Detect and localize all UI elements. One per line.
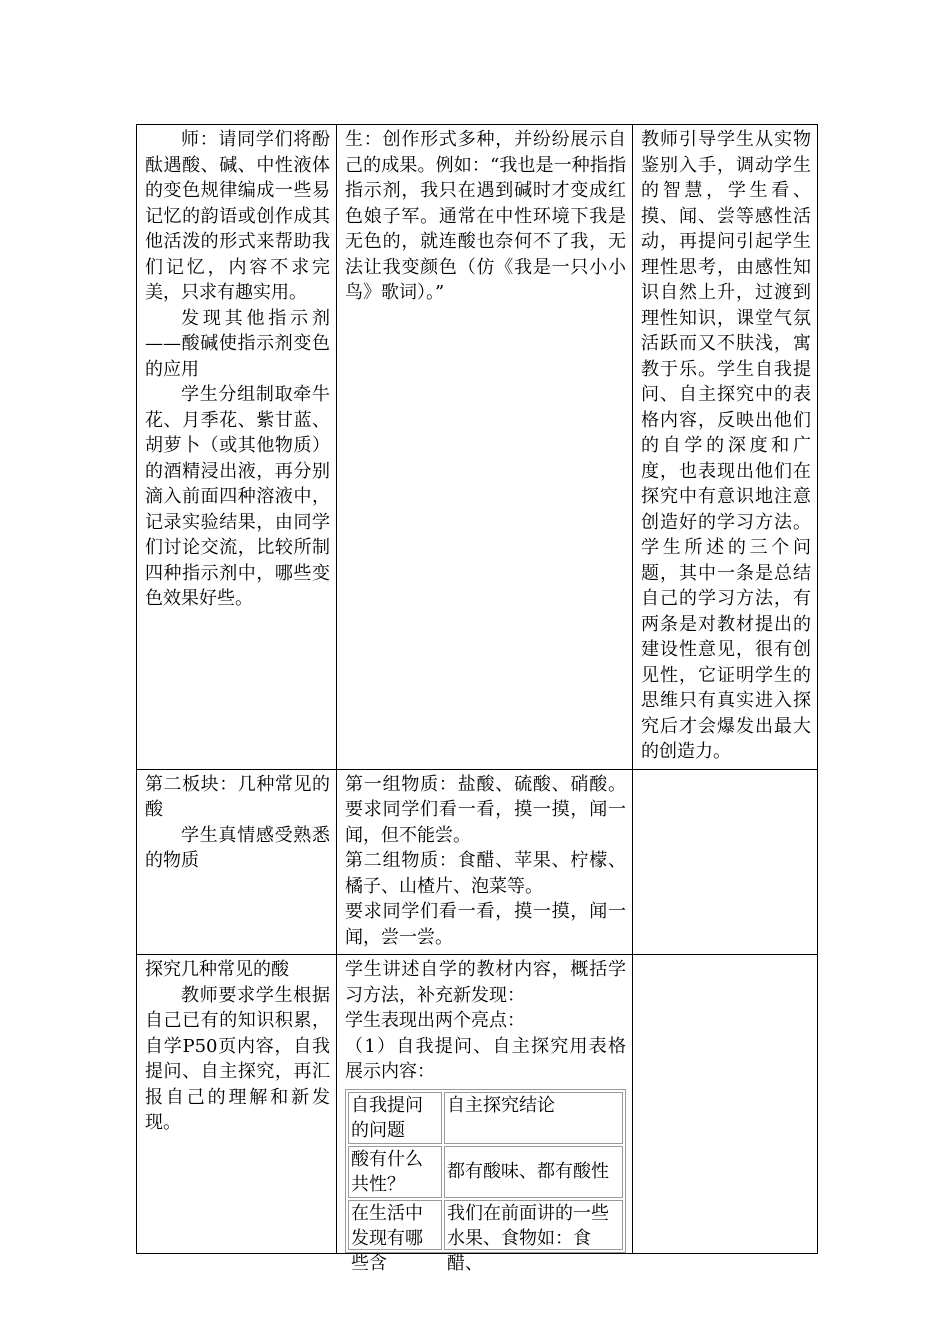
paragraph: 第二组物质：食醋、苹果、柠檬、橘子、山楂片、泡菜等。 xyxy=(345,850,626,897)
design-intent-cell xyxy=(633,955,818,1254)
section-heading: 第二板块：几种常见的酸 xyxy=(145,773,330,820)
table-header-row xyxy=(348,1092,623,1144)
table-cell xyxy=(444,1200,623,1274)
paragraph: 生：创作形式多种，并纷纷展示自己的成果。例如：“我也是一种指指指示剂，我只在遇到碱时才变成红色娘子军。通常在中性环境下我是无色的，就连酸也奈何不了我，无法让我变颜色（仿《我是一只小小鸟》歌词）。” xyxy=(345,129,626,303)
paragraph: 学生表现出两个亮点： xyxy=(345,1010,525,1031)
header-cell: 自主探究结论 xyxy=(444,1092,623,1144)
student-activity-cell xyxy=(337,125,633,770)
inquiry-table xyxy=(345,1089,626,1274)
student-activity-cell xyxy=(337,955,633,1274)
paragraph: 学生真情感受熟悉的物质 xyxy=(145,824,330,871)
design-intent-cell xyxy=(633,769,818,955)
paragraph: 学生讲述自学的教材内容，概括学习方法，补充新发现： xyxy=(345,959,626,1006)
table-row xyxy=(137,955,818,1254)
paragraph: 第一组物质：盐酸、硫酸、硝酸。要求同学们看一看，摸一摸，闻一闻，但不能尝。 xyxy=(345,773,626,846)
teacher-activity-cell xyxy=(137,769,337,955)
lesson-plan-table xyxy=(136,124,818,1274)
header-cell: 自我提问的问题 xyxy=(348,1092,442,1144)
paragraph: 学生分组制取牵牛花、月季花、紫甘蓝、胡萝卜（或其他物质）的酒精浸出液，再分别滴入前面四种溶液中，记录实验结果，由同学们讨论交流，比较所制四种指示剂中，哪些变色效果好些。 xyxy=(145,384,330,609)
paragraph: 教师要求学生根据自己已有的知识积累，自学P50页内容，自我提问、自主探究，再汇报自己的理解和新发现。 xyxy=(145,984,330,1133)
teacher-activity-cell xyxy=(137,125,337,770)
table-cell: 都有酸味、都有酸性 xyxy=(444,1146,623,1198)
paragraph: 发现其他指示剂——酸碱使指示剂变色的应用 xyxy=(145,307,330,380)
cell-text: 在生活中发现有哪些含 xyxy=(351,1202,423,1274)
student-activity-cell xyxy=(337,769,633,955)
paragraph: （1）自我提问、自主探究用表格展示内容： xyxy=(345,1035,626,1082)
table-row xyxy=(348,1146,623,1198)
table-row xyxy=(348,1200,623,1250)
paragraph: 师：请同学们将酚酞遇酸、碱、中性液体的变色规律编成一些易记忆的韵语或创作成其他活泼的形式来帮助我们记忆，内容不求完美，只求有趣实用。 xyxy=(145,129,330,303)
cell-text: 我们在前面讲的一些水果、食物如：食醋、 xyxy=(447,1202,609,1274)
table-row xyxy=(137,769,818,955)
design-intent-cell xyxy=(633,125,818,770)
paragraph: 教师引导学生从实物鉴别入手，调动学生的智慧，学生看、摸、闻、尝等感性活动，再提问引起学生理性思考，由感性知识自然上升，过渡到理性知识，课堂气氛活跃而又不肤浅，寓教于乐。学生自我提问、自主探究中的表格内容，反映出他们的自学的深度和广度，也表现出他们在探究中有意识地注意创造好的学习方法。学生所述的三个问题，其中一条是总结自己的学习方法，有两条是对教材提出的建设性意见，很有创见性，它证明学生的思维只有真实进入探究后才会爆发出最大的创造力。 xyxy=(641,129,811,762)
paragraph: 要求同学们看一看，摸一摸，闻一闻，尝一尝。 xyxy=(345,901,626,948)
table-cell: 酸有什么共性？ xyxy=(348,1146,442,1198)
section-heading: 探究几种常见的酸 xyxy=(145,959,289,980)
teacher-activity-cell xyxy=(137,955,337,1254)
table-row xyxy=(137,125,818,770)
table-cell xyxy=(348,1200,442,1274)
